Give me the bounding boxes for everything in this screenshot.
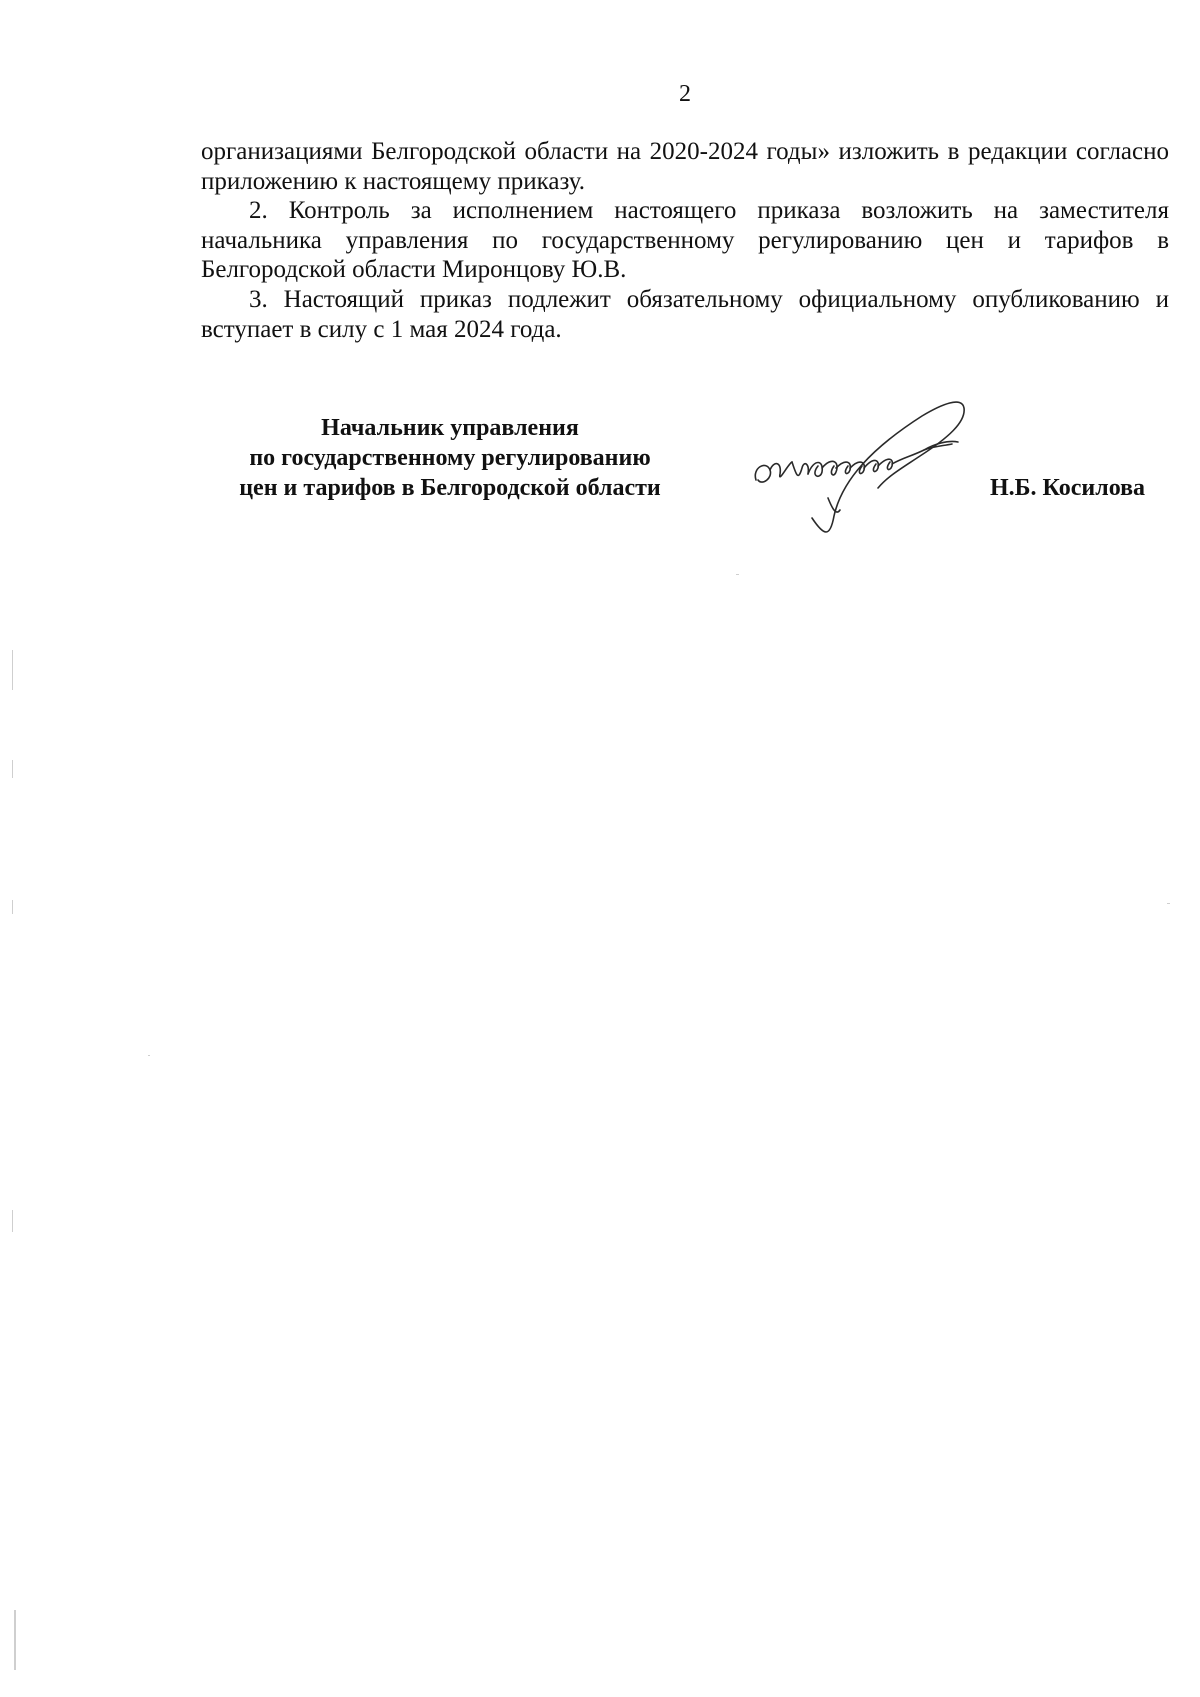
position-line-3: цен и тарифов в Белгородской области (239, 475, 661, 501)
paragraph-effective-date: 3. Настоящий приказ подлежит обязательному официальному опубликованию и вступает в силу с 1 мая 2024 года. (201, 285, 1169, 343)
handwritten-signature-icon (752, 398, 1002, 543)
signer-name: Н.Б. Косилова (990, 475, 1146, 501)
paragraph-control: 2. Контроль за исполнением настоящего приказа возложить на заместителя начальника управления по государственному регулированию цен и тарифов в Белгородской области Миронцову Ю.В. (201, 197, 1169, 284)
position-line-1: Начальник управления (321, 415, 579, 441)
paragraph-continuation: организациями Белгородской области на 2020-2024 годы» изложить в редакции согласно приложению к настоящему приказу. (201, 138, 1169, 195)
document-body (201, 137, 1169, 344)
page-number: 2 (679, 81, 691, 107)
signer-position (190, 413, 710, 503)
position-line-2: по государственному регулированию (249, 445, 651, 471)
